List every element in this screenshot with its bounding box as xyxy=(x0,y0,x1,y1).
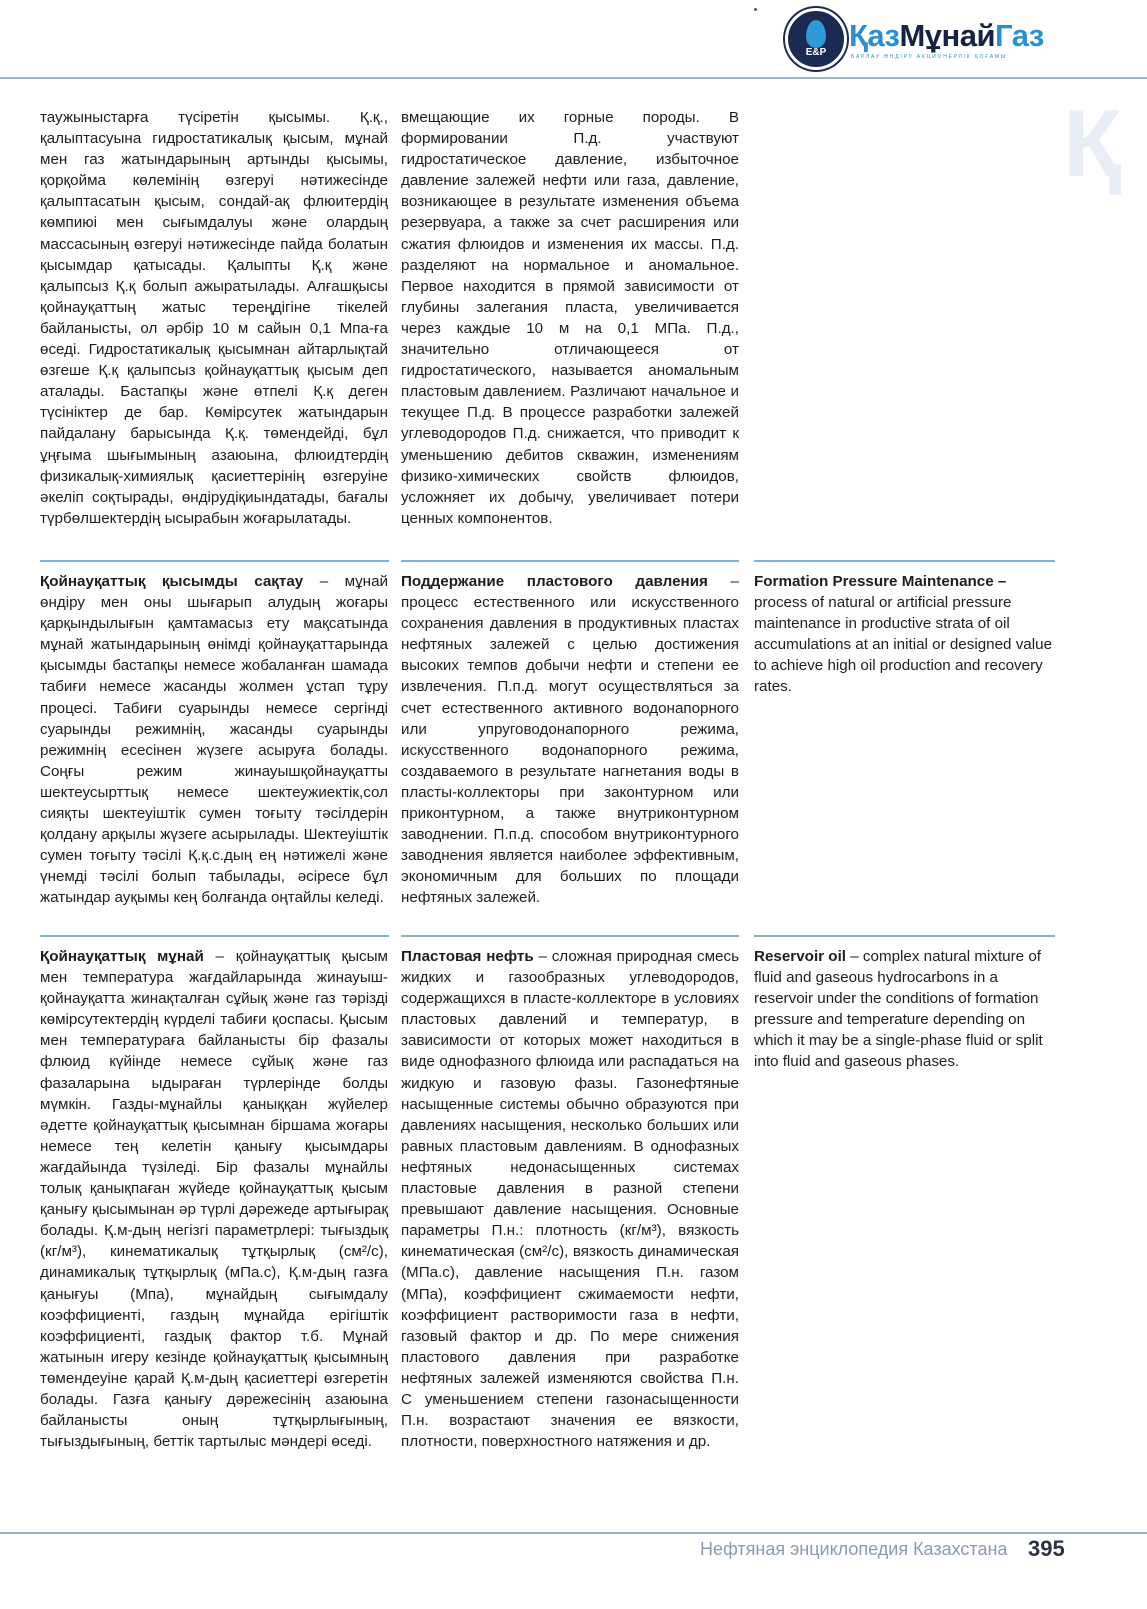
logo-tagline: БАРЛАУ ӨНДІРУ АКЦИОНЕРЛІК ҚОҒАМЫ xyxy=(851,54,1008,60)
intro-ru-text xyxy=(401,107,739,529)
section-letter: Қ xyxy=(1063,90,1122,197)
intro-kz-paragraph: таужыныстарға түсіретін қысымы. Қ.қ., қалыптасуына гидростатикалық қысым, мұнай мен газ жатындарының артынды қысымы, қорқойма көлемінің өзгеруі нәтижесінде қалыптасатын қысым, сондай-ақ флюитердің көмпиюі мен сығымдалуы және олардың массасының өзгеруі нәтижесінде пайда болатын қысымдар қатысады. Қалыпты Қ.қ және қалыпсыз Қ.қ болып ажыратылады. Алғашқысы қойнауқаттың жатыс тереңдігіне тікелей байланысты, ол әрбір 10 м сайын 0,1 Мпа-ға өседі. Гидростатикалық қысымнан айтарлықтай өзгеше Қ.қ қалыпсыз қойнауқаттық қысым деп аталады. Бастапқы және өтпелі Қ.қ деген түсініктер де бар. Көмірсутек жатындарын пайдалану барысында Қ.қ. төмендейді, бұл ұңғыма шығымының азаюына, флюидтердің физикалық-химиялық қасиеттерінің өзгеруіне әкеліп соқтырады, өндірудіқиындатады, бағалы түрбөлшектердің ысырабын жоғарылатады. xyxy=(40,109,388,527)
entry-term: Formation Pressure Maintenance – xyxy=(754,573,1007,590)
oil-drop-icon xyxy=(806,20,826,48)
footer-divider xyxy=(0,1532,1147,1534)
entry-definition: process of natural or artificial pressure maintenance in productive strata of oil accumulations at an initial or designed value to achieve high oil production and recovery rates. xyxy=(754,594,1053,696)
entry-divider xyxy=(401,935,739,937)
entry-en xyxy=(754,571,1055,698)
logo-wordmark-part-3: Газ xyxy=(995,18,1044,53)
entry-definition: – complex natural mixture of fluid and gaseous hydrocarbons in a reservoir under the conditions of formation pressure and temperature depending on which it may be a single-phase fluid or split into fluid and gaseous phases. xyxy=(754,948,1043,1071)
entry-divider xyxy=(754,935,1055,937)
header-divider xyxy=(0,77,1147,79)
entry-kz xyxy=(40,946,388,1452)
footer-title: Нефтяная энциклопедия Казахстана xyxy=(700,1539,1008,1559)
entry-en xyxy=(754,946,1055,1073)
entry-term: Қойнауқаттық қысымды сақтау xyxy=(40,573,304,590)
entry-ru xyxy=(401,946,739,1452)
entry-divider xyxy=(40,935,389,937)
entry-ru xyxy=(401,571,739,909)
entry-definition: – мұнай өндіру мен оны шығарып алудың жоғары қарқындылығын қамтамасыз ету мақсатында мұнай жатындарының өнімді қойнауқаттарында қысымды бастапқы немесе жобаланған шамада табиғи немесе жасанды жолмен ұстап тұру процесі. Табиғи суарынды немесе сергінді суарынды режимнің, жасанды суарынды режимнің есесінен жүзеге асыруға болады. Соңғы режим жинауышқойнауқатты шектеусырттық немесе шектеужиектік,сол сияқты шектеуіштік сумен тоғыту тәсілдерін қолдану арқылы жүзеге асырылады. Шектеуіштік сумен тоғыту тәсілі Қ.қ.с.дың ең нәтижелі және үнемді тәсілі болып табылады, әсіресе бұл жатындар ауқымы кең болғанда оңтайлы келеді. xyxy=(40,573,388,907)
speck xyxy=(754,8,757,11)
intro-kz-text xyxy=(40,107,388,529)
intro-ru-paragraph: вмещающие их горные породы. В формировании П.д. участвуют гидростатическое давление, избыточное давление залежей нефти или газа, давление, возникающее в результате изменения объема резервуара, а также за счет расширения или сжатия флюидов и изменения их массы. П.д. разделяют на нормальное и аномальное. Первое находится в прямой зависимости от глубины залегания пласта, увеличивается через каждые 10 м на 0,1 МПа. П.д., значительно отличающееся от гидростатического, называется аномальным пластовым давлением. Различают начальное и текущее П.д. В процессе разработки залежей углеводородов П.д. снижается, что приводит к уменьшению дебитов скважин, изменениям физико-химических свойств флюидов, усложняет их добычу, увеличивает потери ценных компонентов. xyxy=(401,109,739,527)
entry-term: Пластовая нефть xyxy=(401,948,534,965)
logo-emblem-icon xyxy=(785,8,847,70)
logo-wordmark xyxy=(849,18,1044,54)
logo-wordmark-part-1: Қаз xyxy=(849,18,900,53)
entry-definition: – процесс естественного или искусственного сохранения давления в продуктивных пластах нефтяных залежей с целью достижения высоких темпов добычи нефти и степени ее извлечения. П.п.д. могут осуществляться за счет естественного активного водонапорного или упруговодонапорного режима, искусственного водонапорного режима, создаваемого в результате нагнетания воды в пласты-коллекторы при законтурном или приконтурном, а также внутриконтурном заводнении. П.п.д. способом внутриконтурного заводнения является наиболее эффективным, экономичным для больших по площади нефтяных залежей. xyxy=(401,573,739,907)
entry-term: Reservoir oil xyxy=(754,948,847,965)
logo-wordmark-part-2: Мұнай xyxy=(899,18,996,53)
page-number: 395 xyxy=(1028,1536,1065,1561)
company-logo xyxy=(785,4,1065,70)
entry-divider xyxy=(401,560,739,562)
entry-term: Поддержание пластового давления xyxy=(401,573,708,590)
entry-divider xyxy=(754,560,1055,562)
entry-kz xyxy=(40,571,388,909)
logo-emblem-text: E&P xyxy=(805,47,827,58)
entry-definition: – сложная природная смесь жидких и газообразных углеводородов, содержащихся в пласте-коллекторе в условиях пластовых давлений и температур, в зависимости от которых может находиться в виде однофазного флюида или распадаться на жидкую и газовую фазы. Газонефтяные насыщенные системы обычно образуются при давлениях насыщения, несколько больших или равных пластовым давлениям. В однофазных нефтяных недонасыщенных системах пластовые давления в разной степени превышают давление насыщения. Основные параметры П.н.: плотность (кг/м³), вязкость кинематическая (см²/с), вязкость динамическая (МПа.с), давление насыщения П.н. газом (МПа), коэффициент сжимаемости нефти, коэффициент растворимости газа в нефти, газовый фактор и др. По мере снижения пластового давления при разработке нефтяных залежей изменяются свойства П.н. С уменьшением степени газонасыщенности П.н. возрастают значения ее вязкости, плотности, поверхностного натяжения и др. xyxy=(401,948,739,1451)
entry-divider xyxy=(40,560,389,562)
entry-definition: – қойнауқаттық қысым мен температура жағдайларында жинауыш-қойнауқатта жинақталған сұйық және газ тәрізді көмірсутектердің күрделі табиғи қоспасы. Қысым мен температураға байланысты бір фазалы флюид күйінде немесе сұйық және газ фазаларына ыдыраған түрлерінде болды мүмкін. Газды-мұнайлы қаныққан жүйелер әдетте қойнауқаттық қысымнан біршама жоғары немесе тең келетін қанығу қысымдары жағдайында түзіледі. Бір фазалы мұнайлы толық қанықпаған жүйеде қойнауқаттық қысым қанығу қысымынан әр түрлі дәрежеде артығырақ болады. Қ.м-дың негізгі параметрлері: тығыздық (кг/м³), кинематикалық тұтқырлық (см²/с), динамикалық тұтқырлық (мПа.с), Қ.м-дың газға қанығуы (Мпа), мұнайдың сығымдалу коэффициенті, газдың мұнайда ерігіштік коэффициенті, газдық фактор т.б. Мұнай жатынын игеру кезінде қойнауқаттық қысымның төмендеуіне қарай Қ.м-дың қасиеттері өзгеретін болады. Газға қанығу дәрежесінің азаюына байланысты оның тұтқырлығының, тығыздығының, беттік тартылыс мәндері өседі. xyxy=(40,948,388,1451)
entry-term: Қойнауқаттық мұнай xyxy=(40,948,204,965)
